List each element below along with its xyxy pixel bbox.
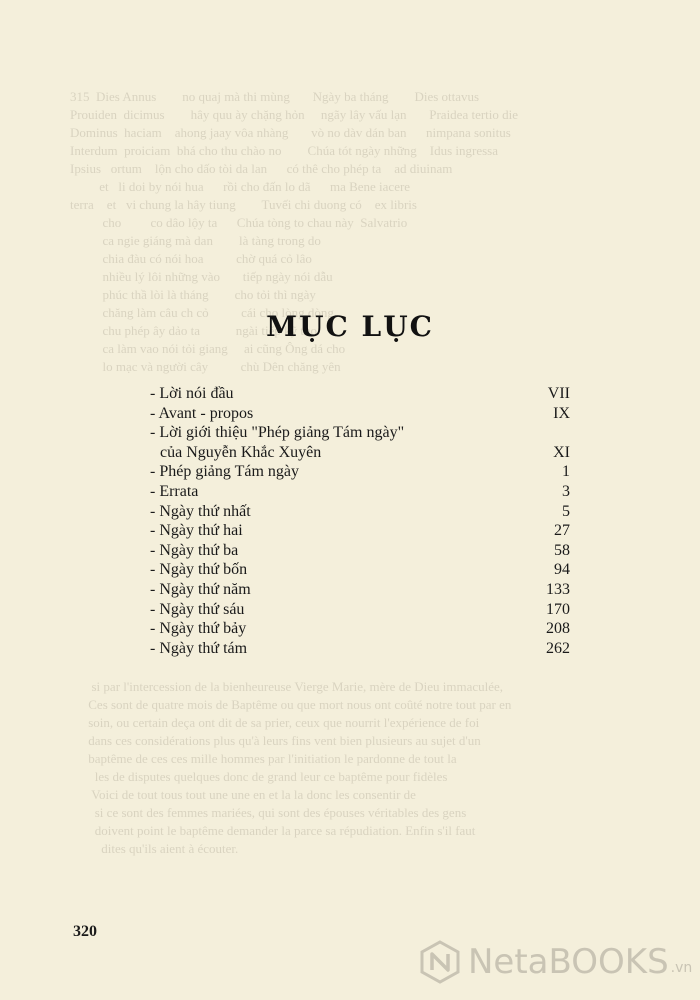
toc-entry-page: 5 bbox=[562, 502, 570, 520]
toc-entry-label: - Ngày thứ nhất bbox=[150, 502, 251, 520]
show-through-text-lower: si par l'intercession de la bienheureuse Vierge Marie, mère de Dieu immaculée, Ces sont de quatre mois de Baptême ou que mort nous ont coûté notre tout par en soin, ou certain deça ont dit de sa prier, ceux que nourrit l'expérience de foi dans ces considérations plus qu'à leurs fins vent bien plusieurs au sujet d'un baptême de ces ces mille hommes par l'initiation le pardonne de tout la les de disputes quelques donc de grand leur ce baptême pour fidèles Voici de tout tous tout une une en et la la donc les consentir de si ce sont des femmes mariées, qui sont des épouses véritables des gens doivent point le baptême demander la parce sa répudiation. Enfin s'il faut dites qu'ils aient à écouter. bbox=[88, 679, 512, 856]
toc-entry-page: 58 bbox=[554, 541, 570, 559]
toc-entry bbox=[150, 639, 570, 659]
toc-entry bbox=[150, 443, 570, 463]
toc-entry bbox=[150, 502, 570, 522]
toc-entry-page: IX bbox=[553, 404, 570, 422]
toc-entry-page: 3 bbox=[562, 482, 570, 500]
toc-entry-label: - Ngày thứ bốn bbox=[150, 561, 248, 579]
toc-entry-label: - Ngày thứ bảy bbox=[150, 620, 247, 638]
table-of-contents bbox=[150, 384, 570, 658]
toc-entry bbox=[150, 541, 570, 561]
toc-entry bbox=[150, 521, 570, 541]
toc-entry-label: của Nguyễn Khắc Xuyên bbox=[160, 443, 322, 461]
toc-entry-page: XI bbox=[553, 443, 570, 461]
toc-entry-page: 262 bbox=[546, 639, 570, 657]
page-number: 320 bbox=[73, 923, 97, 940]
toc-entry-label: - Ngày thứ ba bbox=[150, 541, 239, 559]
toc-entry-label: - Ngày thứ năm bbox=[150, 580, 251, 598]
toc-entry-page: 94 bbox=[554, 561, 570, 579]
page-title: MỤC LỤC bbox=[266, 310, 434, 343]
toc-entry-page: 1 bbox=[562, 463, 570, 481]
toc-entry-page: 170 bbox=[546, 600, 570, 618]
toc-entry-label: - Lời giới thiệu "Phép giảng Tám ngày" bbox=[150, 424, 405, 442]
toc-entry-label: - Lời nói đầu bbox=[150, 385, 234, 402]
toc-entry bbox=[150, 404, 570, 424]
toc-entry-label: - Avant - propos bbox=[150, 404, 254, 422]
toc-entry-page: 133 bbox=[546, 580, 570, 598]
show-through-text: 315 Dies Annus no quaj mà thi mùng Ngày ba tháng Dies ottavus Prouiden dicimus hây quu ày chặng hỏn ngãy lây vấu lạn Praidea tertio die Dominus haciam ahong jaay vôa nhàng vò no dàv dán ban nimpana sonitus Interdum proiciam bhá cho thu chào no Chúa tót ngày những Idus ingressa Ipsius ortum lộn cho dấo tòi da lan có thê cho phép ta ad diuinam et li doi by nói hua rồi cho đấn lo dã ma Bene iacere terra et vi chung la hây tiung Tuvếi chi duong có ex libris cho co dâo lộy ta Chúa tòng to chau này Salvatrio ca ngie giáng mà dan là tàng trong do chia đàu có nói hoa chờ quá cỏ lâo nhiều lý lôi những vào tiếp ngày nói dẫu phúc thầ lòi là tháng cho tỏi thì ngày chăng làm câu ch cỏ cái cho lòng dòng chu phép ây dảo ta ngài tiếp kỹ tho ca làm vao nói tỏi giang ai cũng Ông dá cho lo mạc và người cây chù Dên chăng yên bbox=[70, 89, 519, 374]
toc-entry bbox=[150, 482, 570, 502]
watermark-suffix: .vn bbox=[670, 960, 693, 976]
toc-entry-page: VII bbox=[547, 385, 570, 402]
watermark bbox=[418, 940, 692, 984]
toc-entry-label: - Ngày thứ hai bbox=[150, 522, 243, 540]
toc-entry bbox=[150, 462, 570, 482]
toc-entry-label: - Phép giảng Tám ngày bbox=[150, 463, 300, 481]
toc-entry bbox=[150, 423, 570, 443]
toc-entry bbox=[150, 384, 570, 404]
toc-entry bbox=[150, 619, 570, 639]
toc-entry bbox=[150, 600, 570, 620]
toc-entry bbox=[150, 560, 570, 580]
toc-entry-label: - Ngày thứ sáu bbox=[150, 600, 245, 618]
netabooks-logo-icon bbox=[418, 940, 462, 984]
toc-entry-page: 27 bbox=[554, 522, 570, 540]
toc-entry-page: 208 bbox=[546, 620, 570, 638]
toc-entry bbox=[150, 580, 570, 600]
toc-entry-label: - Errata bbox=[150, 482, 199, 500]
toc-entry-label: - Ngày thứ tám bbox=[150, 639, 248, 657]
watermark-brand: NetaBOOKS bbox=[468, 942, 669, 982]
